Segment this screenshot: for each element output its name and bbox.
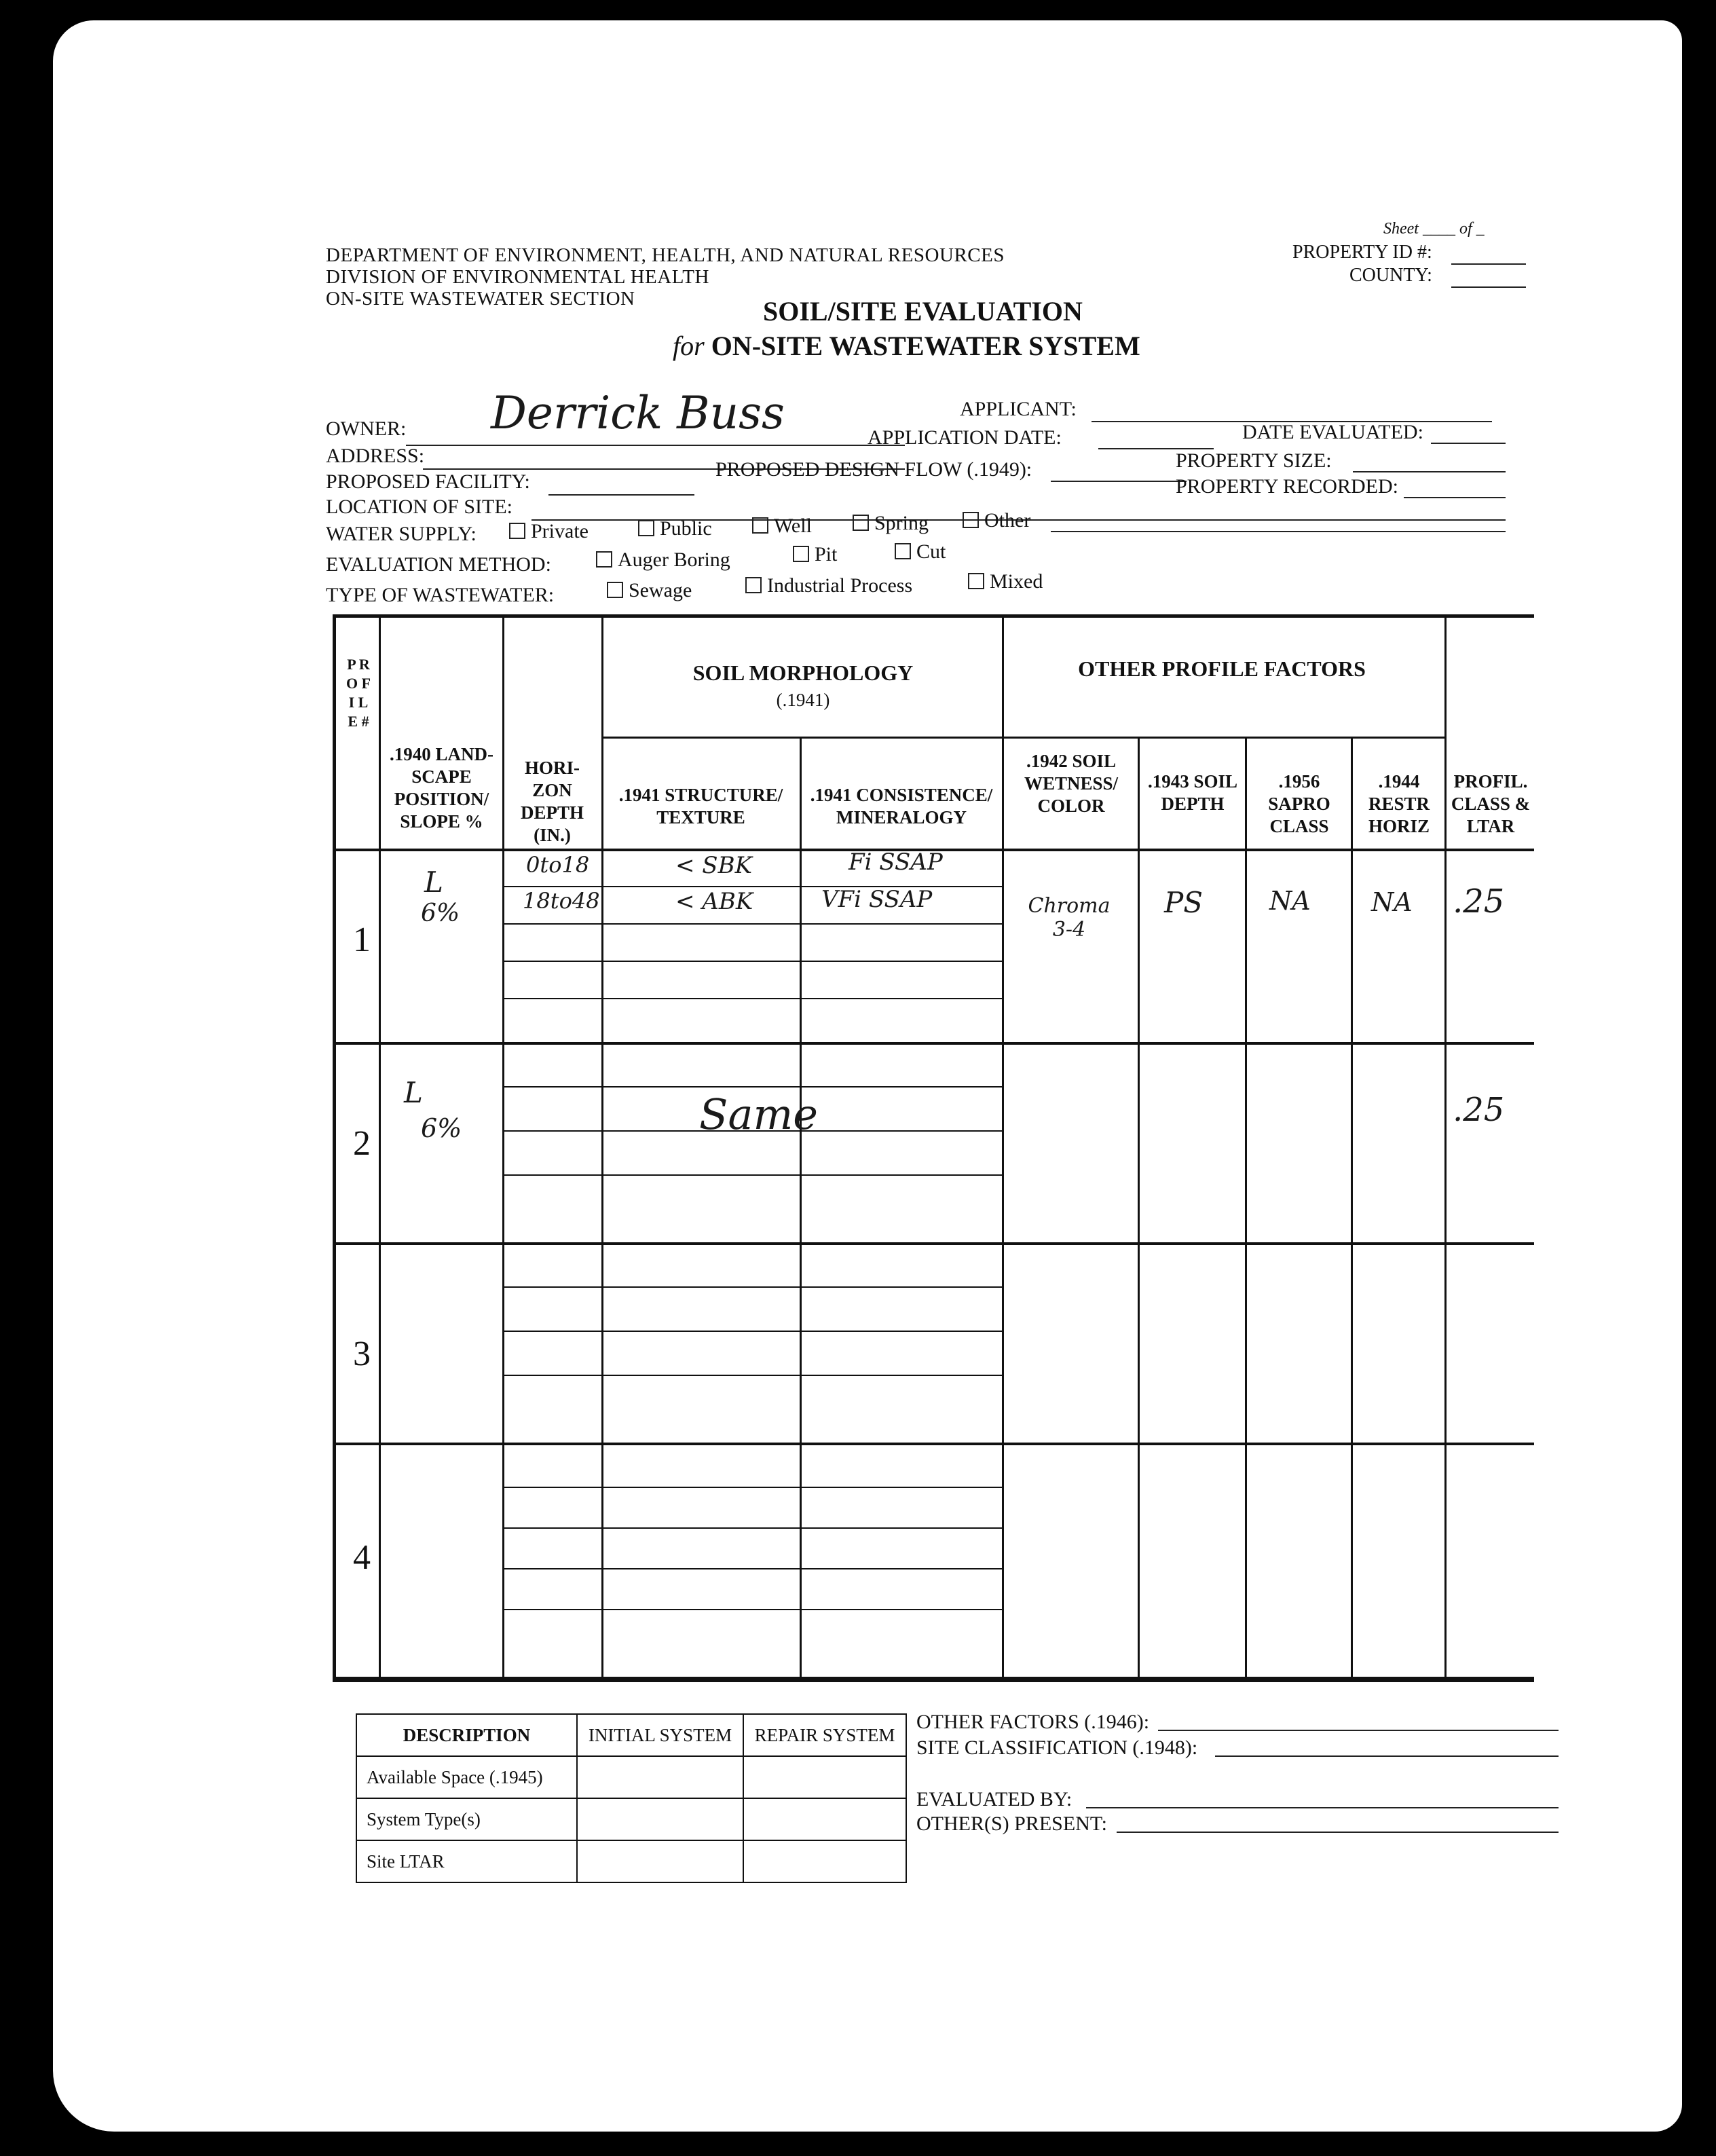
eval-cut-checkbox[interactable]: Cut	[895, 540, 946, 563]
property-size-field[interactable]	[1353, 471, 1506, 472]
table-left-border	[333, 614, 336, 1680]
row1-consistence-2: VFi SSAP	[821, 886, 933, 913]
applicant-label: APPLICANT:	[960, 398, 1077, 420]
header-morphology-sub: (.1941)	[776, 690, 830, 710]
application-date-label: APPLICATION DATE:	[868, 426, 1062, 449]
summary-row-label: Site LTAR	[356, 1840, 577, 1882]
evaluated-by-field[interactable]	[1086, 1807, 1559, 1808]
table-top-border	[333, 614, 1534, 618]
property-recorded-label: PROPERTY RECORDED:	[1176, 475, 1398, 498]
header-structure: .1941 STRUCTURE/ TEXTURE	[618, 785, 783, 828]
owner-field[interactable]	[406, 445, 905, 446]
summary-header-initial: INITIAL SYSTEM	[577, 1714, 743, 1756]
property-size-label: PROPERTY SIZE:	[1176, 449, 1332, 472]
summary-cell-initial[interactable]	[577, 1756, 743, 1798]
header-horizon-depth: HORI- ZON DEPTH (IN.)	[520, 758, 584, 845]
row1-structure-1: < SBK	[675, 852, 752, 879]
summary-cell-repair[interactable]	[743, 1840, 906, 1882]
row1-structure-2: < ABK	[675, 888, 753, 915]
address-label: ADDRESS:	[326, 445, 425, 467]
other-factors-label: OTHER FACTORS (.1946):	[916, 1711, 1150, 1733]
wastewater-industrial-checkbox[interactable]: Industrial Process	[745, 574, 912, 597]
summary-row-label: System Type(s)	[356, 1798, 577, 1840]
profile-number-3: 3	[353, 1335, 371, 1373]
header-other-factors: OTHER PROFILE FACTORS	[1078, 656, 1366, 681]
county-field[interactable]	[1451, 286, 1526, 288]
profile-number-4: 4	[353, 1538, 371, 1577]
row1-wetness: Chroma 3-4	[1028, 894, 1111, 942]
row1-sapro: NA	[1269, 886, 1311, 916]
water-supply-private-checkbox[interactable]: Private	[509, 520, 589, 543]
date-evaluated-field[interactable]	[1431, 443, 1506, 444]
evaluated-by-label: EVALUATED BY:	[916, 1788, 1072, 1810]
section-name: ON-SITE WASTEWATER SECTION	[326, 288, 635, 310]
county-label: COUNTY:	[1349, 265, 1432, 286]
location-label: LOCATION OF SITE:	[326, 496, 512, 518]
row1-slope: 6%	[421, 899, 460, 927]
header-profile: P R O F I L E #	[346, 656, 371, 730]
summary-cell-repair[interactable]	[743, 1756, 906, 1798]
others-present-label: OTHER(S) PRESENT:	[916, 1813, 1108, 1835]
row1-consistence-1: Fi SSAP	[848, 849, 943, 876]
summary-cell-repair[interactable]	[743, 1798, 906, 1840]
form-subtitle: for ON-SITE WASTEWATER SYSTEM	[673, 331, 1140, 361]
date-evaluated-label: DATE EVALUATED:	[1242, 421, 1423, 443]
division-name: DIVISION OF ENVIRONMENTAL HEALTH	[326, 266, 709, 288]
row2-morphology-note: Same	[699, 1090, 818, 1139]
summary-header-description: DESCRIPTION	[356, 1714, 577, 1756]
department-name: DEPARTMENT OF ENVIRONMENT, HEALTH, AND NATURAL RESOURCES	[326, 244, 1005, 266]
profile-number-1: 1	[353, 921, 371, 959]
water-supply-well-checkbox[interactable]: Well	[752, 515, 812, 538]
owner-label: OWNER:	[326, 417, 407, 440]
header-profile-class: PROFIL. CLASS & LTAR	[1451, 771, 1531, 836]
summary-table-wrapper	[356, 1713, 907, 1883]
design-flow-label: PROPOSED DESIGN FLOW (.1949):	[715, 458, 1032, 481]
water-supply-other-field[interactable]	[1051, 531, 1506, 532]
water-supply-spring-checkbox[interactable]: Spring	[853, 512, 929, 535]
other-factors-field[interactable]	[1158, 1730, 1559, 1731]
proposed-facility-label: PROPOSED FACILITY:	[326, 470, 530, 493]
summary-header-repair: REPAIR SYSTEM	[743, 1714, 906, 1756]
property-id-label: PROPERTY ID #:	[1292, 242, 1432, 263]
row1-soil-depth: PS	[1164, 886, 1204, 919]
row2-ltar: .25	[1453, 1091, 1505, 1129]
summary-cell-initial[interactable]	[577, 1798, 743, 1840]
site-classification-field[interactable]	[1215, 1755, 1559, 1757]
sheet-label: Sheet ____ of _	[1383, 220, 1485, 238]
profile-number-2: 2	[353, 1124, 371, 1163]
wastewater-mixed-checkbox[interactable]: Mixed	[968, 570, 1043, 593]
evaluation-method-label: EVALUATION METHOD:	[326, 553, 551, 576]
wastewater-type-label: TYPE OF WASTEWATER:	[326, 584, 555, 606]
header-wetness: .1942 SOIL WETNESS/ COLOR	[1024, 751, 1119, 816]
header-soil-morphology: SOIL MORPHOLOGY	[692, 661, 914, 685]
header-landscape: .1940 LAND- SCAPE POSITION/ SLOPE %	[390, 744, 493, 832]
water-supply-other-checkbox[interactable]: Other	[963, 509, 1030, 532]
site-classification-label: SITE CLASSIFICATION (.1948):	[916, 1736, 1198, 1759]
row2-slope: 6%	[421, 1113, 462, 1143]
summary-cell-initial[interactable]	[577, 1840, 743, 1882]
row1-restr: NA	[1371, 887, 1413, 917]
design-flow-field[interactable]	[1051, 481, 1187, 482]
eval-auger-boring-checkbox[interactable]: Auger Boring	[596, 549, 730, 572]
water-supply-public-checkbox[interactable]: Public	[638, 517, 712, 540]
row1-depth-2: 18to48	[523, 888, 600, 914]
property-recorded-field[interactable]	[1404, 497, 1506, 498]
row1-depth-1: 0to18	[526, 852, 590, 878]
proposed-facility-field[interactable]	[548, 494, 694, 496]
row1-landscape: L	[424, 866, 443, 899]
row1-ltar: .25	[1453, 882, 1505, 921]
eval-pit-checkbox[interactable]: Pit	[793, 543, 837, 566]
header-restr-horiz: .1944 RESTR HORIZ	[1368, 771, 1430, 836]
wastewater-sewage-checkbox[interactable]: Sewage	[607, 579, 692, 602]
soil-evaluation-table	[333, 614, 1534, 1680]
row2-landscape: L	[404, 1076, 423, 1109]
form-title: SOIL/SITE EVALUATION	[763, 296, 1083, 327]
table-bottom-border	[333, 1677, 1534, 1682]
summary-row-label: Available Space (.1945)	[356, 1756, 577, 1798]
header-soil-depth: .1943 SOIL DEPTH	[1147, 771, 1238, 814]
header-sapro-class: .1956 SAPRO CLASS	[1268, 771, 1330, 836]
others-present-field[interactable]	[1117, 1832, 1559, 1833]
property-id-field[interactable]	[1451, 263, 1526, 265]
summary-table	[356, 1713, 907, 1883]
header-consistence: .1941 CONSISTENCE/ MINERALOGY	[810, 785, 993, 828]
water-supply-label: WATER SUPPLY:	[326, 523, 477, 545]
owner-value: Derrick Buss	[491, 387, 785, 439]
